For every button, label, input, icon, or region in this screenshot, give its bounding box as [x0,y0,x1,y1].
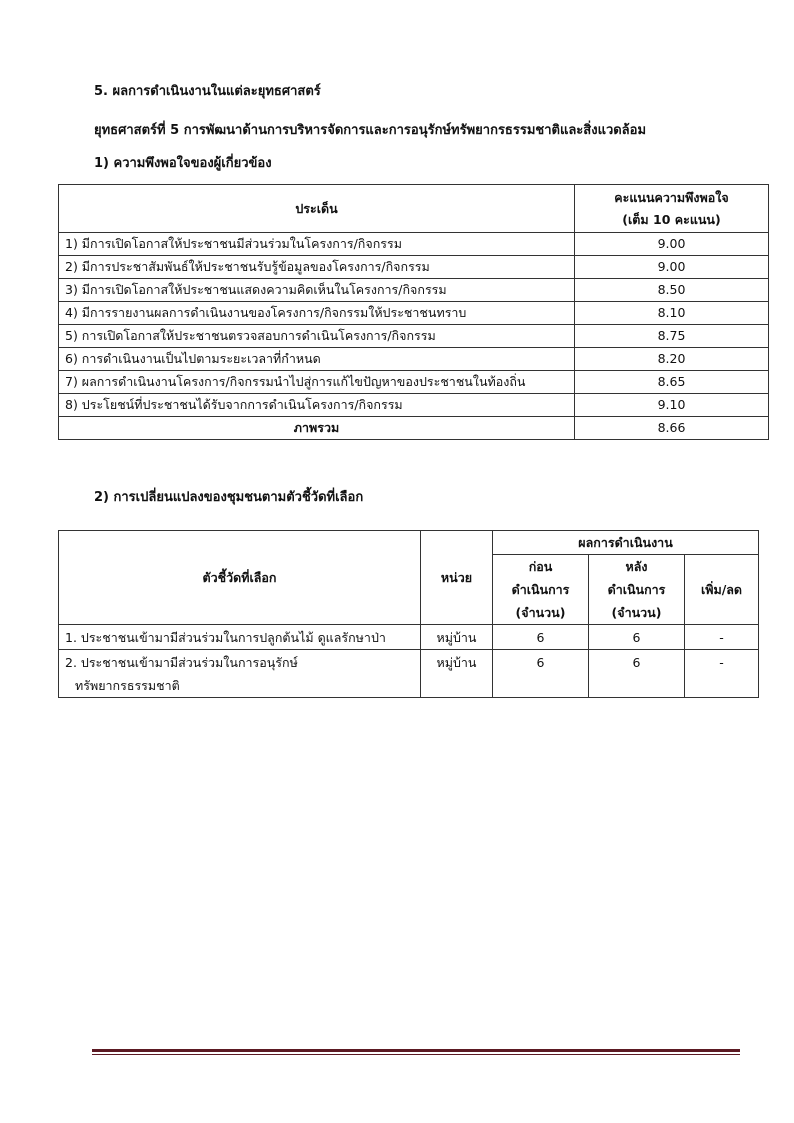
issue-cell: 2) มีการประชาสัมพันธ์ให้ประชาชนรับรู้ข้อมูลของโครงการ/กิจกรรม [59,256,575,279]
total-label: ภาพรวม [59,417,575,440]
before-cell: 6 [493,625,589,650]
issue-cell: 4) มีการรายงานผลการดำเนินงานของโครงการ/กิจกรรมให้ประชาชนทราบ [59,302,575,325]
satisfaction-heading: 1) ความพึงพอใจของผู้เกี่ยวข้อง [94,156,272,171]
table-header-row [59,185,769,233]
indicator-column-header: ตัวชี้วัดที่เลือก [59,531,421,625]
before-header-line: (จำนวน) [515,605,566,620]
table-row [59,625,759,650]
before-header-line: ดำเนินการ [511,582,570,597]
table-row [59,325,769,348]
score-header-line1: คะแนนความพึงพอใจ [614,189,729,205]
unit-cell: หมู่บ้าน [421,625,493,650]
score-cell: 8.65 [575,371,769,394]
before-cell: 6 [493,650,589,698]
indicator-cell [59,625,421,650]
before-column-header [493,555,589,625]
issue-cell: 8) ประโยชน์ที่ประชาชนได้รับจากการดำเนินโครงการ/กิจกรรม [59,394,575,417]
score-column-header [575,185,769,233]
issue-cell: 1) มีการเปิดโอกาสให้ประชาชนมีส่วนร่วมในโครงการ/กิจกรรม [59,233,575,256]
table-row [59,348,769,371]
table-row [59,371,769,394]
strategy-heading: ยุทธศาสตร์ที่ 5 การพัฒนาด้านการบริหารจัดการและการอนุรักษ์ทรัพยากรธรรมชาติและสิ่งแวดล้อม [94,123,647,138]
total-row [59,417,769,440]
after-header-line: (จำนวน) [611,605,662,620]
score-cell: 9.00 [575,233,769,256]
score-cell: 9.10 [575,394,769,417]
unit-cell: หมู่บ้าน [421,650,493,698]
score-cell: 8.20 [575,348,769,371]
issue-cell: 6) การดำเนินงานเป็นไปตามระยะเวลาที่กำหนด [59,348,575,371]
before-header-line: ก่อน [528,559,553,574]
issue-cell: 3) มีการเปิดโอกาสให้ประชาชนแสดงความคิดเห็นในโครงการ/กิจกรรม [59,279,575,302]
score-cell: 8.75 [575,325,769,348]
indicator-cell [59,650,421,698]
footer-divider [92,1049,740,1052]
after-column-header [589,555,685,625]
score-cell: 8.50 [575,279,769,302]
indicators-table [58,530,759,698]
change-column-header: เพิ่ม/ลด [685,555,759,625]
table-row [59,394,769,417]
table-row [59,233,769,256]
indicator-text: 1. ประชาชนเข้ามามีส่วนร่วมในการปลูกต้นไม้ ดูแลรักษาป่า [65,630,386,645]
section-heading: 5. ผลการดำเนินงานในแต่ละยุทธศาสตร์ [94,84,321,99]
table-row [59,279,769,302]
issue-cell: 5) การเปิดโอกาสให้ประชาชนตรวจสอบการดำเนินโครงการ/กิจกรรม [59,325,575,348]
total-score: 8.66 [575,417,769,440]
issue-cell: 7) ผลการดำเนินงานโครงการ/กิจกรรมนำไปสู่การแก้ไขปัญหาของประชาชนในท้องถิ่น [59,371,575,394]
indicators-heading: 2) การเปลี่ยนแปลงของชุมชนตามตัวชี้วัดที่เลือก [94,490,364,505]
score-header-line2: (เต็ม 10 คะแนน) [622,211,721,227]
unit-column-header: หน่วย [421,531,493,625]
after-header-line: หลัง [625,559,648,574]
score-cell: 9.00 [575,256,769,279]
table-row [59,302,769,325]
after-cell: 6 [589,625,685,650]
after-cell: 6 [589,650,685,698]
table-row [59,256,769,279]
after-header-line: ดำเนินการ [607,582,666,597]
indicator-text-continued: ทรัพยากรธรรมชาติ [75,678,180,693]
indicator-text: 2. ประชาชนเข้ามามีส่วนร่วมในการอนุรักษ์ [65,655,298,670]
score-cell: 8.10 [575,302,769,325]
issue-column-header: ประเด็น [59,185,575,233]
table-header-row [59,531,759,555]
satisfaction-table [58,184,769,440]
change-cell: - [685,650,759,698]
table-row [59,650,759,698]
change-cell: - [685,625,759,650]
results-column-header: ผลการดำเนินงาน [493,531,759,555]
footer-divider-thin [92,1054,740,1055]
